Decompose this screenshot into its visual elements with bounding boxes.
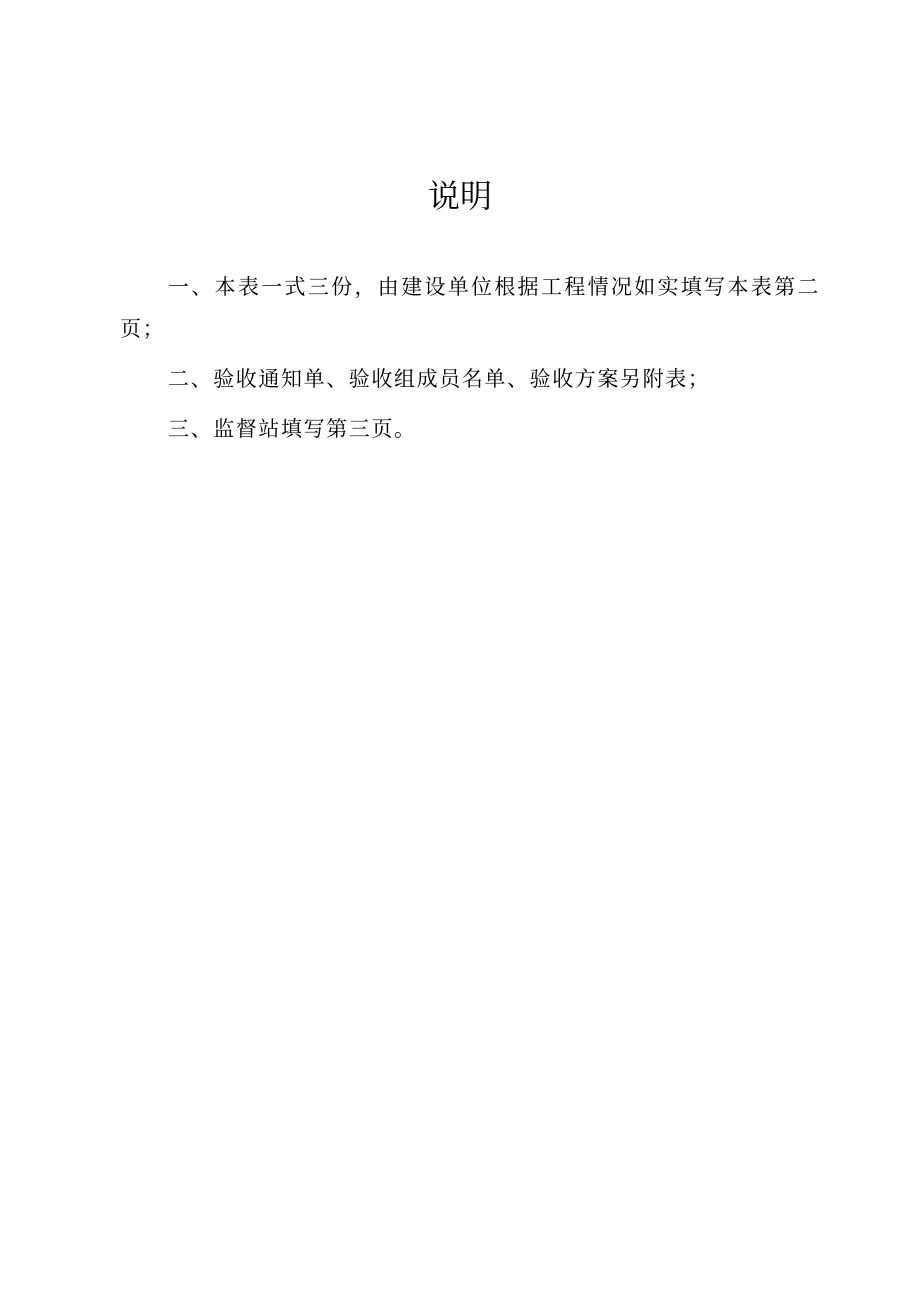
instruction-item-3: 三、监督站填写第三页。 <box>168 417 417 441</box>
instruction-item-1: 一、本表一式三份，由建设单位根据工程情况如实填写本表第二页； <box>120 275 820 341</box>
instruction-item-2: 二、验收通知单、验收组成员名单、验收方案另附表； <box>168 367 711 391</box>
page-title: 说明 <box>427 177 492 215</box>
instructions-body <box>120 266 820 450</box>
